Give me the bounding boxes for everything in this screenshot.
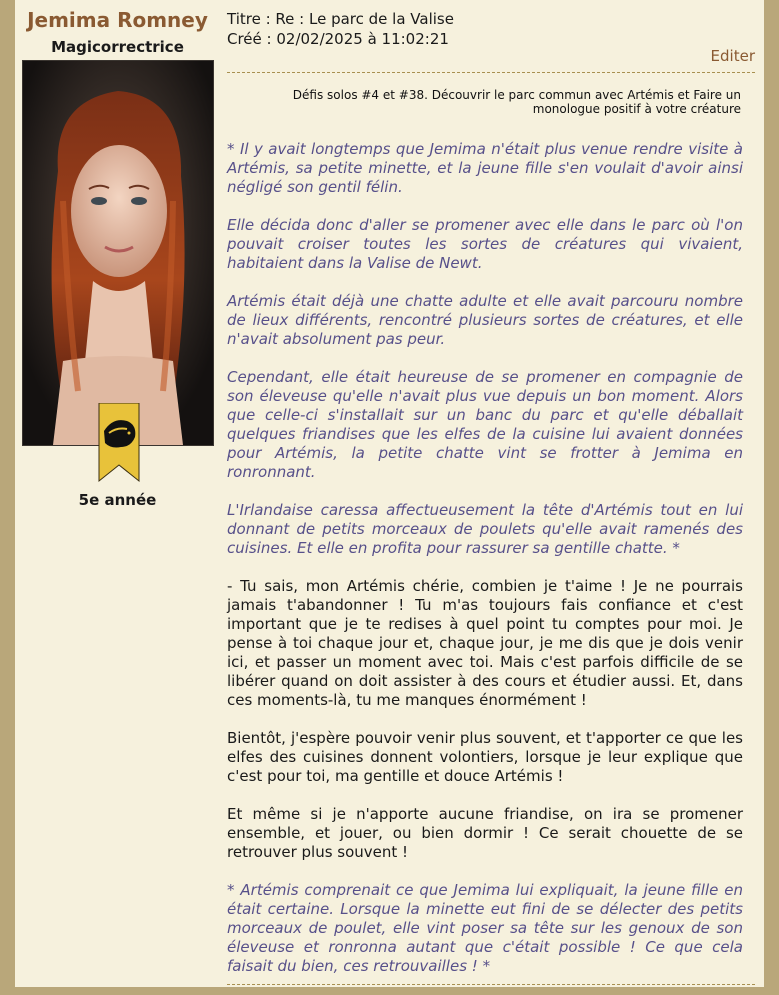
post-meta <box>227 9 454 49</box>
divider <box>227 984 755 985</box>
avatar <box>22 60 214 446</box>
post-body <box>227 140 743 995</box>
author-rank: Magicorrectrice <box>51 38 184 56</box>
paragraph: Et même si je n'apporte aucune friandise, on ira se promener ensemble, et jouer, ou bien dormir ! Ce serait chouette de se retrouver plus souvent ! <box>227 805 743 861</box>
divider <box>227 72 755 73</box>
paragraph: Artémis était déjà une chatte adulte et elle avait parcouru nombre de lieux différents, rencontré plusieurs sortes de créatures, et elle n'avait absolument pas peur. <box>227 292 743 348</box>
paragraph: Bientôt, j'espère pouvoir venir plus souvent, et t'apporter ce que les elfes des cuisines donnent volontiers, lorsque je leur explique que c'est pour toi, ma gentille et douce Artémis ! <box>227 729 743 785</box>
paragraph: - Tu sais, mon Artémis chérie, combien je t'aime ! Je ne pourrais jamais t'abandonner ! Tu m'as toujours fais confiance et c'est important que je te redises à quel point tu comptes pour moi. Je pense à toi chaque jour et, chaque jour, je me dis que je dois venir ici, et passer un moment avec toi. Mais c'est parfois difficile de se libérer quand on doit assister à des cours et étudier aussi. Et, dans ces moments-là, tu me manques énormément ! <box>227 577 743 709</box>
paragraph: L'Irlandaise caressa affectueusement la tête d'Artémis tout en lui donnant de petits morceaux de poulets qu'elle avait ramenés des cuisines. Et elle en profita pour rassurer sa gentille chatte. * <box>227 501 743 557</box>
author-name[interactable]: Jemima Romney <box>27 8 208 32</box>
forum-post <box>15 0 764 987</box>
author-panel <box>15 0 220 987</box>
school-year: 5e année <box>78 491 157 509</box>
post-date: Créé : 02/02/2025 à 11:02:21 <box>227 30 449 48</box>
paragraph: * Il y avait longtemps que Jemima n'était plus venue rendre visite à Artémis, sa petite minette, et la jeune fille s'en voulait d'avoir ainsi négligé son gentil félin. <box>227 140 743 196</box>
paragraph: Cependant, elle était heureuse de se promener en compagnie de son éleveuse qu'elle n'avait plus vue depuis un bon moment. Alors que celle-ci s'installait sur un banc du parc et qu'elle déballait quelques friandises que les elfes de la cuisine lui avaient données pour Artémis, la petite chatte vint se frotter à Jemima en ronronnant. <box>227 368 743 481</box>
badger-banner-icon <box>91 403 147 483</box>
post-title: Titre : Re : Le parc de la Valise <box>227 10 454 28</box>
paragraph: * Artémis comprenait ce que Jemima lui expliquait, la jeune fille en était certaine. Lorsque la minette eut fini de se délecter des petits morceaux de poulet, elle vint poser sa tête sur les genoux de son éleveuse et ronronna autant que c'était possible ! Ce que cela faisait du bien, ces retrouvailles ! * <box>227 881 743 975</box>
paragraph: Elle décida donc d'aller se promener avec elle dans le parc où l'on pouvait croiser toutes les sortes de créatures qui vivaient, habitaient dans la Valise de Newt. <box>227 216 743 272</box>
post-subtitle: Défis solos #4 et #38. Découvrir le parc commun avec Artémis et Faire un monologue positif à votre créature <box>292 88 741 116</box>
edit-link[interactable]: Editer <box>710 47 755 65</box>
